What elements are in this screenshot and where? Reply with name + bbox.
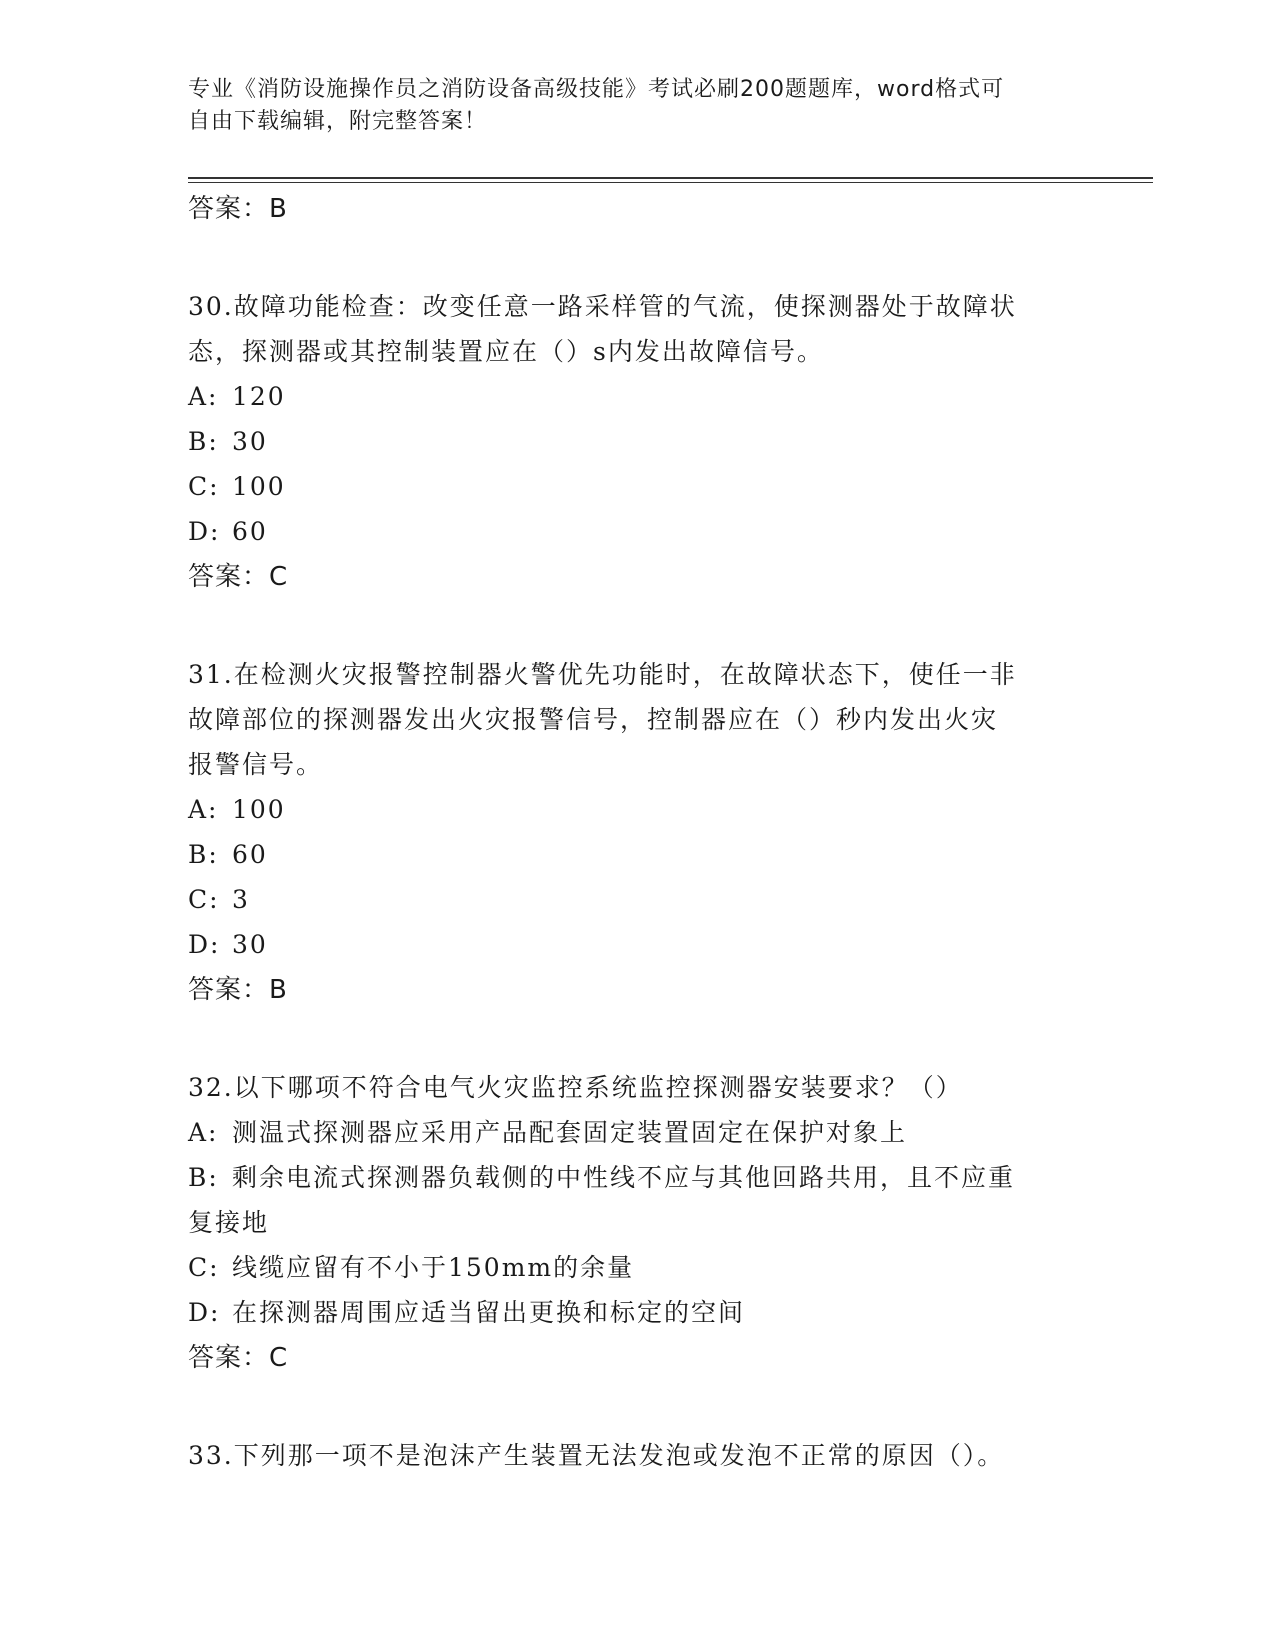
option-text: 30 [232,427,268,456]
option-a [188,374,1088,419]
question-text: 32.以下哪项不符合电气火灾监控系统监控探测器安装要求？（） [188,1073,963,1102]
option-letter: C: [188,885,220,914]
option-d [188,922,1088,967]
document-header [188,74,1088,138]
option-text: 测温式探测器应采用产品配套固定装置固定在保护对象上 [232,1118,908,1147]
option-text: 60 [232,517,268,546]
document-body [188,186,1088,1478]
option-letter: A: [188,1118,219,1147]
option-letter: A: [188,795,219,824]
option-b [188,419,1088,464]
header-divider-thin [188,182,1153,183]
option-a [188,1110,1088,1155]
option-letter: D: [188,1298,221,1327]
option-d [188,509,1088,554]
question-text: 报警信号。 [188,750,324,779]
header-divider-thick [188,177,1153,179]
option-text: 60 [232,840,268,869]
question-32 [188,1065,1088,1381]
option-b [188,1155,1088,1200]
option-c [188,877,1088,922]
option-letter: A: [188,382,219,411]
option-text: 线缆应留有不小于150mm的余量 [232,1253,635,1282]
answer-line: 答案：C [188,1343,289,1373]
question-31 [188,652,1088,1013]
option-letter: B: [188,427,219,456]
question-text: 30.故障功能检查：改变任意一路采样管的气流，使探测器处于故障状 [188,292,1017,321]
option-b [188,832,1088,877]
question-text: 33.下列那一项不是泡沫产生装置无法发泡或发泡不正常的原因（）。 [188,1441,1005,1470]
option-b-continued: 复接地 [188,1208,270,1237]
question-30 [188,284,1088,600]
header-line-2: 自由下载编辑，附完整答案！ [188,109,488,134]
option-letter: B: [188,840,219,869]
option-a [188,787,1088,832]
answer-line: 答案：B [188,194,288,224]
question-text: 态，探测器或其控制装置应在（）s内发出故障信号。 [188,337,824,366]
option-letter: D: [188,930,221,959]
question-text: 31.在检测火灾报警控制器火警优先功能时，在故障状态下，使任一非 [188,660,1017,689]
header-line-1: 专业《消防设施操作员之消防设备高级技能》考试必刷200题题库，word格式可 [188,77,1005,102]
answer-line: 答案：B [188,975,288,1005]
option-text: 100 [232,795,286,824]
option-letter: B: [188,1163,219,1192]
option-c [188,464,1088,509]
option-text: 100 [232,472,286,501]
option-c [188,1245,1088,1290]
answer-line: 答案：C [188,562,289,592]
option-text: 3 [232,885,250,914]
option-letter: C: [188,1253,220,1282]
option-d [188,1290,1088,1335]
option-text: 在探测器周围应适当留出更换和标定的空间 [232,1298,746,1327]
option-letter: C: [188,472,220,501]
option-letter: D: [188,517,221,546]
question-33 [188,1433,1088,1478]
option-text: 剩余电流式探测器负载侧的中性线不应与其他回路共用，且不应重 [232,1163,1016,1192]
option-text: 30 [232,930,268,959]
question-text: 故障部位的探测器发出火灾报警信号，控制器应在（）秒内发出火灾 [188,705,999,734]
option-text: 120 [232,382,286,411]
